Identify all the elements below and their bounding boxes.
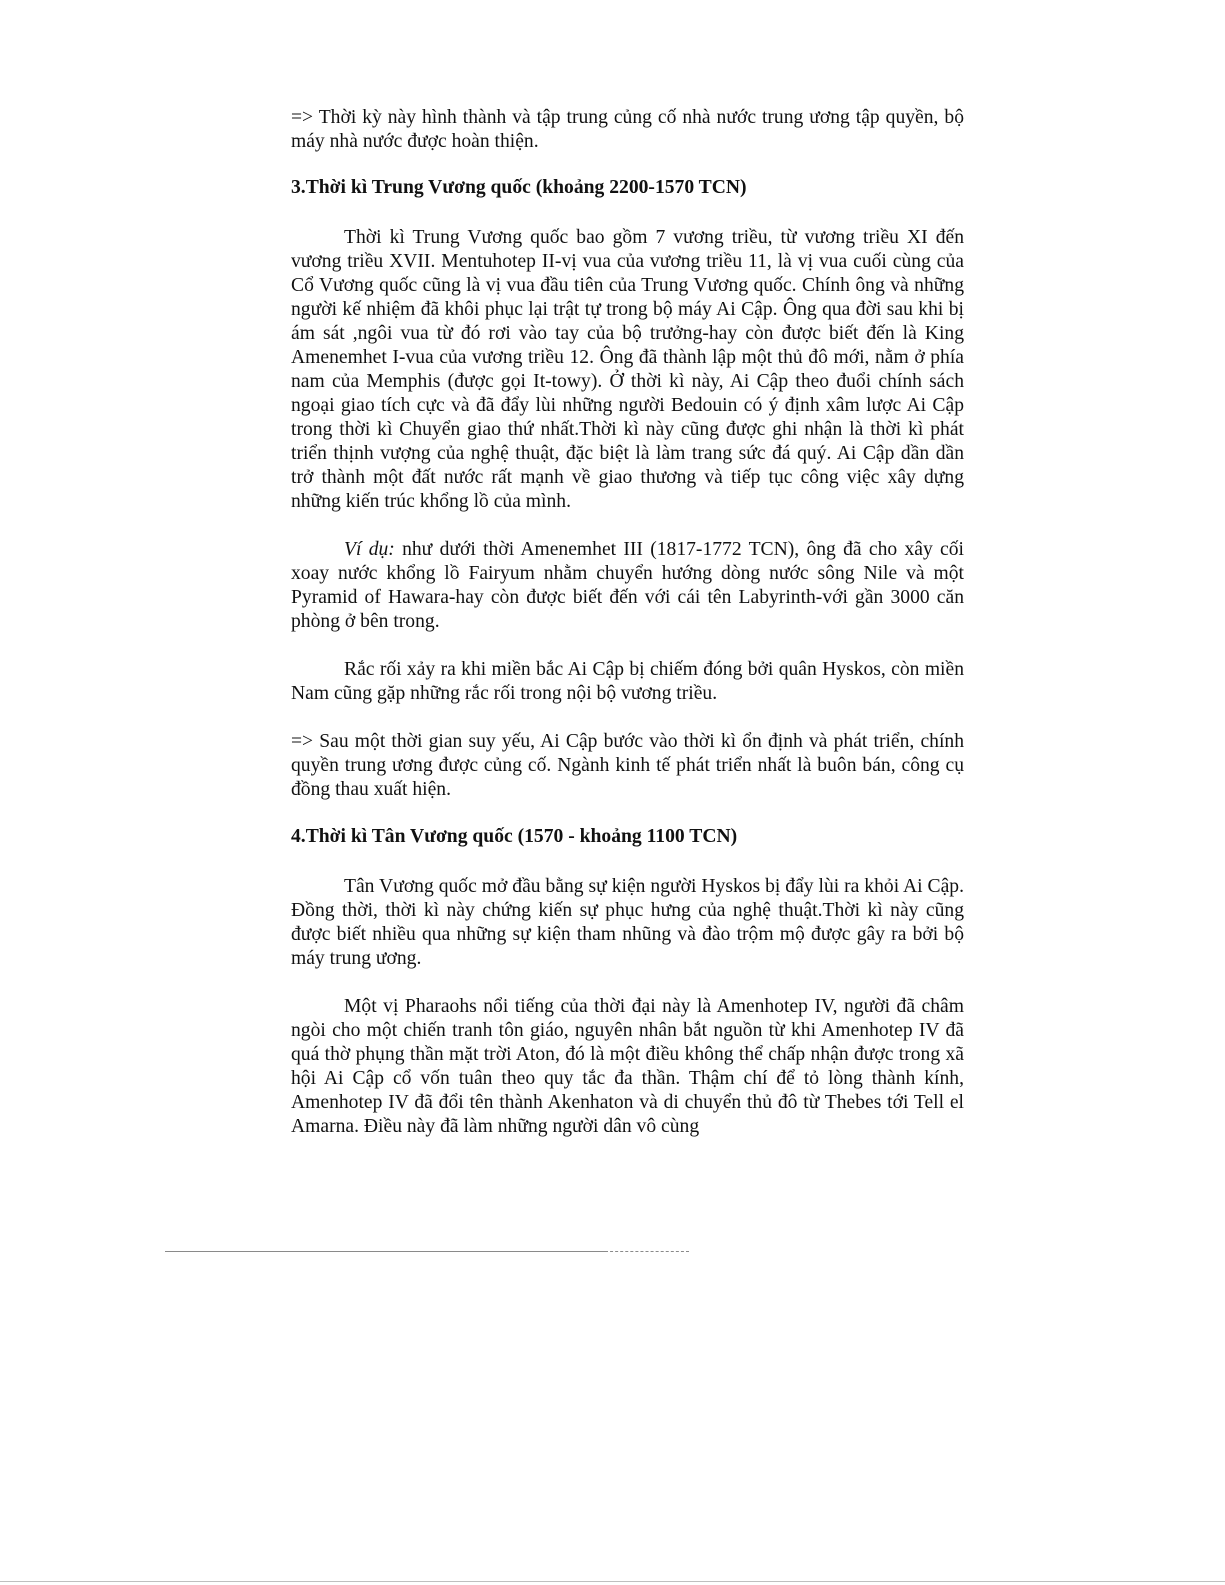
section2-conclusion: => Thời kỳ này hình thành và tập trung củng cố nhà nước trung ương tập quyền, bộ máy nhà nước được hoàn thiện. [291, 107, 964, 152]
section3-heading: 3.Thời kì Trung Vương quốc (khoảng 2200-1570 TCN) [291, 177, 747, 198]
section3-conclusion: => Sau một thời gian suy yếu, Ai Cập bước vào thời kì ổn định và phát triển, chính quyền trung ương được củng cố. Ngành kinh tế phát triển nhất là buôn bán, công cụ đồng thau xuất hiện. [291, 731, 964, 800]
section3-example-paragraph [291, 538, 964, 634]
section4-paragraph-2: Một vị Pharaohs nổi tiếng của thời đại này là Amenhotep IV, người đã châm ngòi cho một chiến tranh tôn giáo, nguyên nhân bắt nguồn từ khi Amenhotep IV đã quá thờ phụng thần mặt trời Aton, đó là một điều không thể chấp nhận được trong xã hội Ai Cập cổ vốn tuân theo quy tắc đa thần. Thậm chí để tỏ lòng thành kính, Amenhotep IV đã đổi tên thành Akenhaton và di chuyển thủ đô từ Thebes tới Tell el Amarna. Điều này đã làm những người dân vô cùng [291, 996, 964, 1137]
footnote-separator [165, 1251, 605, 1252]
section4-paragraph-1: Tân Vương quốc mở đầu bằng sự kiện người Hyskos bị đẩy lùi ra khỏi Ai Cập. Đồng thời, thời kì này chứng kiến sự phục hưng của nghệ thuật.Thời kì này cũng được biết nhiều qua những sự kiện tham nhũng và đào trộm mộ được gây ra bởi bộ máy trung ương. [291, 876, 964, 969]
section4-heading: 4.Thời kì Tân Vương quốc (1570 - khoảng 1100 TCN) [291, 826, 738, 847]
section3-paragraph-1: Thời kì Trung Vương quốc bao gồm 7 vương triều, từ vương triều XI đến vương triều XVII. Mentuhotep II-vị vua của vương triều 11, là vị vua cuối cùng của Cổ Vương quốc cũng là vị vua đầu tiên của Trung Vương quốc. Chính ông và những người kế nhiệm đã khôi phục lại trật tự trong bộ máy Ai Cập. Ông qua đời sau khi bị ám sát ,ngôi vua từ đó rơi vào tay của bộ trưởng-hay còn được biết đến là King Amenemhet I-vua của vương triều 12. Ông đã thành lập một thủ đô mới, nằm ở phía nam của Memphis (được gọi It-towy). Ở thời kì này, Ai Cập theo đuổi chính sách ngoại giao tích cực và đã đẩy lùi những người Bedouin có ý định xâm lược Ai Cập trong thời kì Chuyển giao thứ nhất.Thời kì này cũng được ghi nhận là thời kì phát triển thịnh vượng của nghệ thuật, đặc biệt là làm trang sức đá quý. Ai Cập dần dần trở thành một đất nước rất mạnh về giao thương và tiếp tục công việc xây dựng những kiến trúc khổng lồ của mình. [291, 227, 964, 512]
page-bottom-edge [0, 1581, 1225, 1582]
footnote-separator-dashed [605, 1251, 689, 1252]
example-text: như dưới thời Amenemhet III (1817-1772 TCN), ông đã cho xây cối xoay nước khổng lồ Fairyum nhằm chuyển hướng dòng nước sông Nile và một Pyramid of Hawara-hay còn được biết đến với cái tên Labyrinth-với gần 3000 căn phòng ở bên trong. [291, 539, 964, 632]
section3-paragraph-3: Rắc rối xảy ra khi miền bắc Ai Cập bị chiếm đóng bởi quân Hyskos, còn miền Nam cũng gặp những rắc rối trong nội bộ vương triều. [291, 659, 964, 704]
page-body [291, 106, 964, 1139]
example-label: Ví dụ: [344, 539, 395, 560]
